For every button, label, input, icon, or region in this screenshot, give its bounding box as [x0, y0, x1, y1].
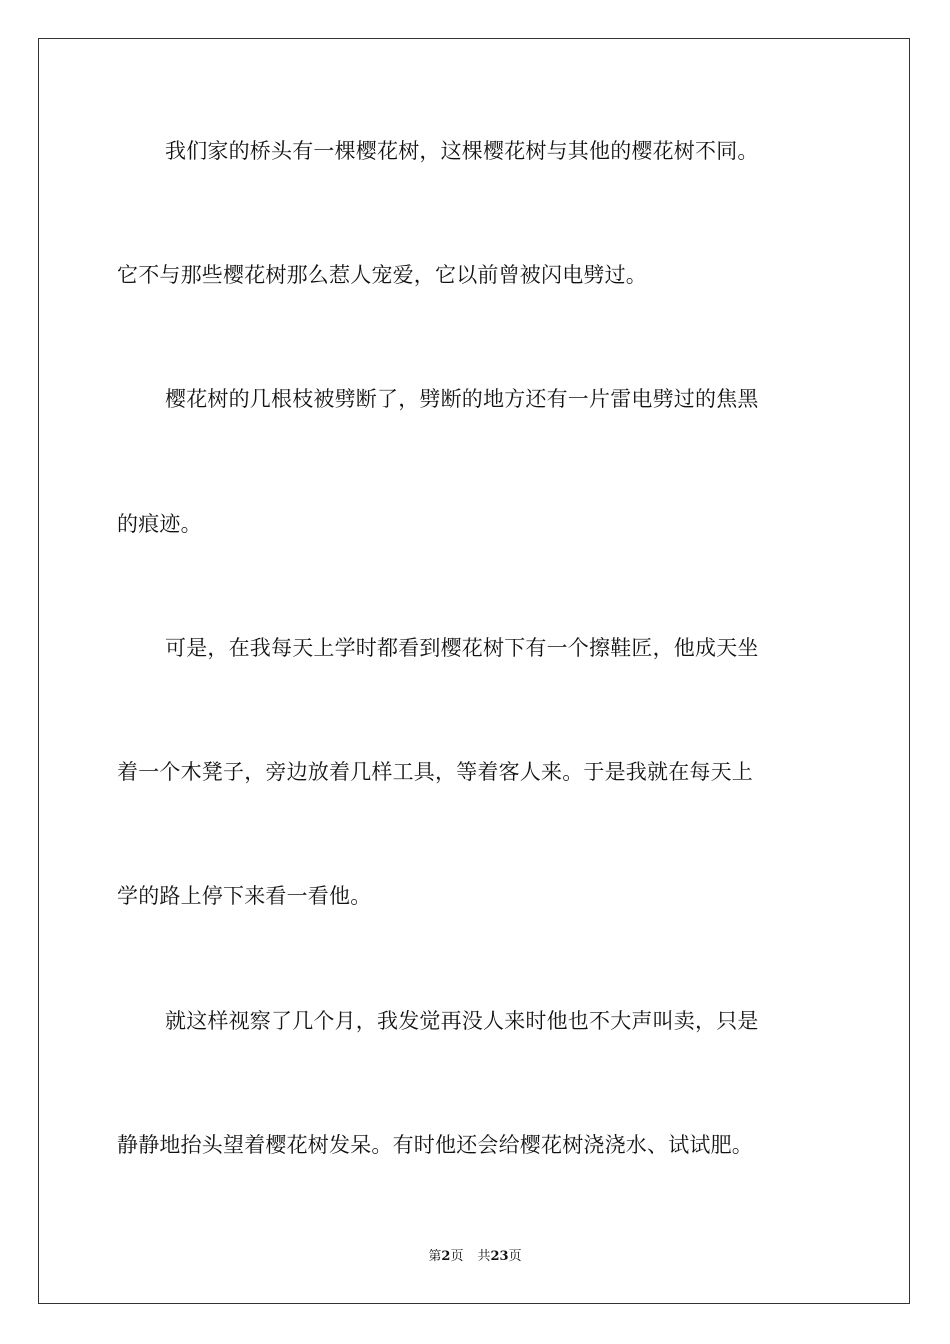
paragraph-3-line-3: 学的路上停下来看一看他。: [117, 884, 372, 908]
paragraph-4-line-1: 就这样视察了几个月，我发觉再没人来时他也不大声叫卖，只是: [165, 1009, 759, 1033]
paragraph-2-line-2: 的痕迹。: [117, 512, 202, 536]
page-number: 2: [441, 1249, 451, 1264]
page-suffix: 页: [450, 1249, 464, 1264]
paragraph-3-line-1: 可是，在我每天上学时都看到樱花树下有一个擦鞋匠，他成天坐: [165, 636, 759, 660]
paragraph-1-line-2: 它不与那些樱花树那么惹人宠爱，它以前曾被闪电劈过。: [117, 263, 647, 287]
paragraph-3-line-2: 着一个木凳子，旁边放着几样工具，等着客人来。于是我就在每天上: [117, 760, 753, 784]
page-footer: [0, 1248, 950, 1266]
total-prefix: 共: [477, 1249, 491, 1264]
page-prefix: 第: [428, 1249, 442, 1264]
page-border: [38, 38, 910, 1304]
paragraph-2-line-1: 樱花树的几根枝被劈断了，劈断的地方还有一片雷电劈过的焦黑: [165, 387, 759, 411]
paragraph-1-line-1: 我们家的桥头有一棵樱花树，这棵樱花树与其他的樱花树不同。: [165, 139, 759, 163]
total-pages: 23: [490, 1249, 509, 1264]
paragraph-4-line-2: 静静地抬头望着樱花树发呆。有时他还会给樱花树浇浇水、试试肥。: [117, 1133, 753, 1157]
total-suffix: 页: [508, 1249, 522, 1264]
